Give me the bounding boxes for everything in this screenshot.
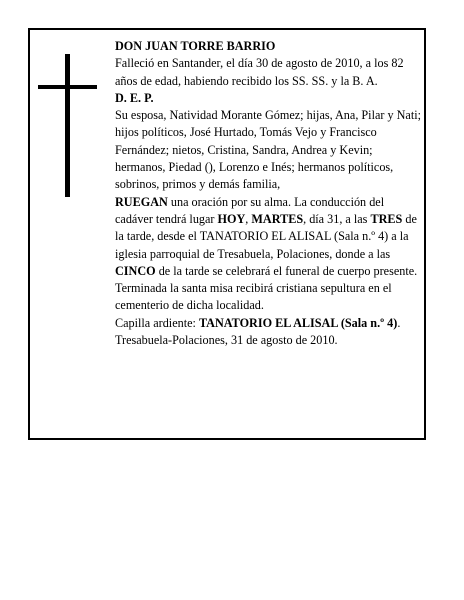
ruegan-word: RUEGAN [115,194,168,209]
dep-line: D. E. P. [115,90,154,105]
time-word: TRES [370,211,403,226]
family-list: Su esposa, Natividad Morante Gómez; hijas, Ana, Pilar y Nati; hijos políticos, José Hurtado, Tomás Vejo y Francisco Fernández; nietos, Cristina, Sandra, Andrea y Kevin; hermanos, Piedad (), Lorenzo e Inés; hermanos políticos, sobrinos, primos y demás familia, [115,108,421,192]
closing-line: Tresabuela-Polaciones, 31 de agosto de 2010. [115,333,338,348]
hoy-word: HOY [217,211,246,226]
funeral-time-word: CINCO [115,263,156,278]
chapel-place: TANATORIO EL ALISAL (Sala n.º 4) [198,315,398,330]
cross-icon [65,54,70,197]
obituary-text [115,38,422,349]
day-word: MARTES [251,211,304,226]
deceased-name: DON JUAN TORRE BARRIO [115,39,276,53]
death-notice: Falleció en Santander, el día 30 de agosto de 2010, a los 82 años de edad, habiendo recibido los SS. SS. y la B. A. [115,56,404,88]
service-details: RUEGAN una oración por su alma. La conducción del cadáver tendrá lugar HOY, MARTES, día 31, a las TRES de la tarde, desde el TANATORIO EL ALISAL (Sala n.º 4) a la iglesia parroquial de Tresabuela, Polaciones, donde a las CINCO de la tarde se celebrará el funeral de cuerpo presente. Terminada la santa misa recibirá cristiana sepultura en el cementerio de dicha localidad. [115,194,418,313]
cross-icon-bar [38,85,97,89]
chapel-line: Capilla ardiente: TANATORIO EL ALISAL (Sala n.º 4). [115,315,401,330]
